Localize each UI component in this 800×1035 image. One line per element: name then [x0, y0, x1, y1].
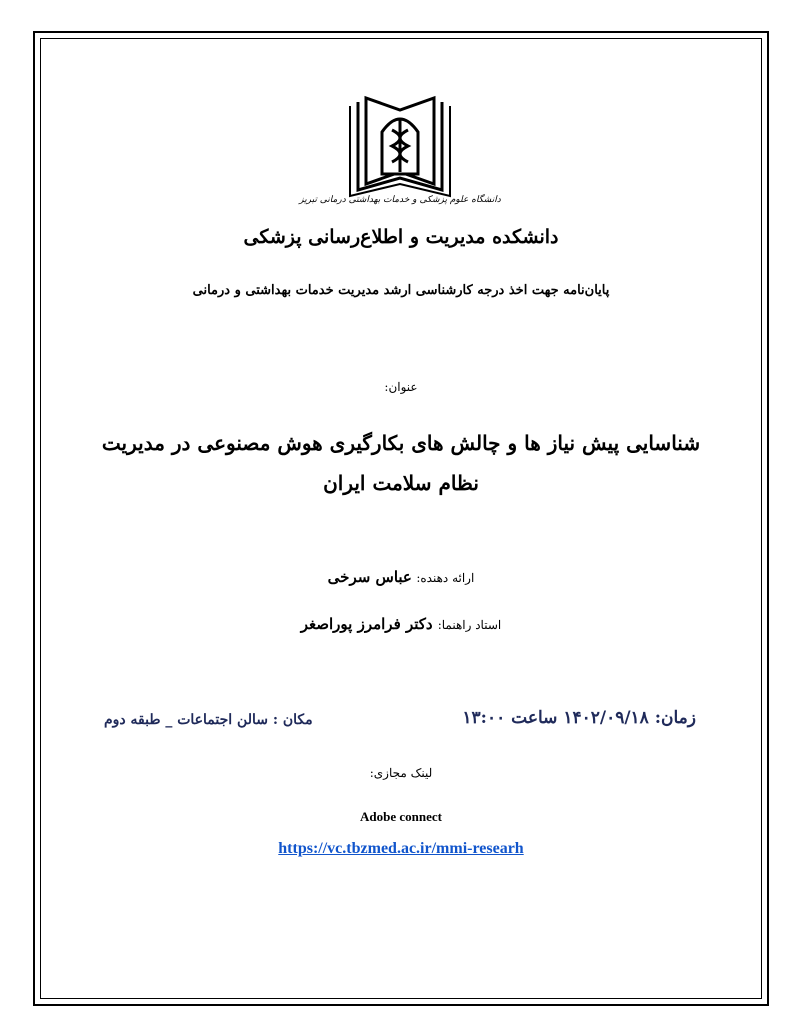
advisor-label: استاد راهنما: [437, 618, 502, 632]
title-label: عنوان: [384, 380, 418, 394]
meeting-link-row [40, 840, 762, 858]
presenter-name: عباس سرخی [327, 568, 412, 586]
thesis-title-line-2: نظام سلامت ایران [323, 471, 479, 495]
thesis-title-line-1: شناسایی پیش نیاز ها و چالش های بکارگیری هوش مصنوعی در مدیریت [101, 431, 701, 455]
presenter-label: ارائه دهنده: [416, 571, 475, 585]
platform-name: Adobe connect [360, 809, 442, 824]
university-logo-icon [299, 92, 501, 216]
faculty-name: دانشکده مدیریت و اطلاع‌رسانی پزشکی [243, 226, 559, 248]
event-time: زمان: ۱۴۰۲/۰۹/۱۸ ساعت ۱۳:۰۰ [462, 708, 696, 728]
thesis-title [40, 423, 762, 503]
virtual-link-label: لینک مجازی: [369, 766, 433, 780]
university-logo [299, 92, 501, 216]
degree-statement: پایان‌نامه جهت اخذ درجه کارشناسی ارشد مدیریت خدمات بهداشتی و درمانی [192, 283, 610, 298]
advisor-name: دکتر فرامرز پوراصغر [300, 615, 433, 633]
meeting-link[interactable]: https://vc.tbzmed.ac.ir/mmi-researh [278, 840, 524, 857]
presenter-row [40, 568, 762, 586]
advisor-row [40, 614, 762, 633]
event-place: مکان : سالن اجتماعات _ طبقه دوم [104, 712, 313, 728]
logo-caption: دانشگاه علوم پزشکی و خدمات بهداشتی درمانی تبریز [299, 195, 501, 205]
